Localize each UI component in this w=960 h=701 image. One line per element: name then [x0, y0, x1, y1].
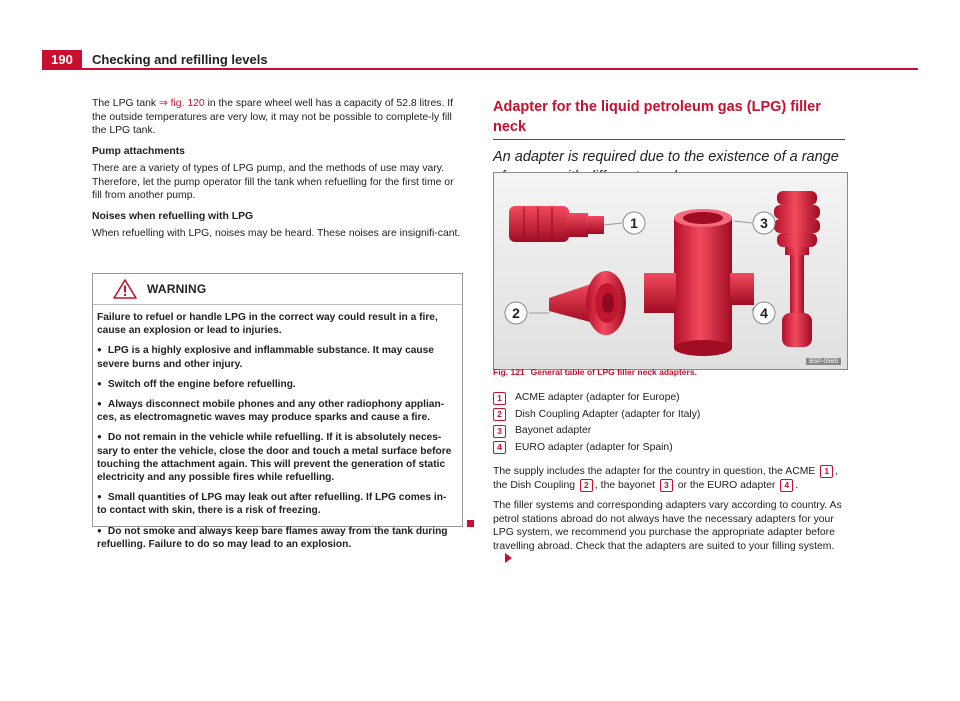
- warning-triangle-icon: [113, 279, 137, 299]
- warning-intro: Failure to refuel or handle LPG in the correct way could result in a fire, cause an explosion or lead to injuries.: [97, 312, 438, 337]
- filler-systems-text: The filler systems and corresponding adapters vary according to country. As petrol stations abroad do not always have the necessary adapters for your LPG system, we recommend you purchase the appropriate adapter before travelling abroad. Check that the adapters are suited to your filling system.: [493, 500, 842, 552]
- adapter-label: Dish Coupling Adapter (adapter for Italy): [515, 408, 701, 420]
- callout-4: [753, 302, 775, 324]
- svg-text:2: 2: [512, 305, 520, 321]
- intro-text-end: in the spare wheel well has a capacity of 52.8 litres. If the outside temperatures are very low, it may not be possible to complete-ly fill the LPG tank.: [92, 98, 454, 136]
- section-title: Adapter for the liquid petroleum gas (LPG) filler neck: [493, 99, 821, 135]
- warning-bullet: ● Do not remain in the vehicle while refuelling. If it is absolutely neces-sary to enter the vehicle, close the door and touch a metal surface before touching the attachment again. This will prevent the generation of static electricity and any possible fires while refuelling.: [97, 430, 454, 484]
- warning-bullet: ● Always disconnect mobile phones and any other radiophony applian-ces, as electromagnetic waves may produce sparks and cause a fire.: [97, 397, 454, 424]
- figure-caption: [493, 367, 697, 377]
- page-header-title: Checking and refilling levels: [92, 52, 268, 67]
- svg-text:1: 1: [630, 215, 638, 231]
- adapter-label: ACME adapter (adapter for Europe): [515, 392, 680, 403]
- figure-caption-text: General table of LPG filler neck adapters.: [530, 367, 697, 377]
- pump-attachments-text: There are a variety of types of LPG pump, and the methods of use may vary. Therefore, let the pump operator fill the tank when refuelling for the first time or fill from another pump.: [92, 163, 454, 201]
- section-lead: An adapter is required due to the existence of a range: [493, 149, 839, 165]
- number-badge: 2: [580, 479, 593, 492]
- svg-text:3: 3: [760, 215, 768, 231]
- figure-caption-label: Fig. 121: [493, 367, 525, 377]
- supply-text: , the bayonet: [594, 479, 658, 491]
- adapter-figure: [493, 172, 848, 370]
- number-badge: 2: [493, 408, 506, 421]
- warning-bullet: ● Do not smoke and always keep bare flames away from the tank during refuelling. Failure to do so may lead to an explosion.: [97, 524, 454, 551]
- list-item: [493, 390, 850, 407]
- number-badge: 1: [493, 392, 506, 405]
- filler-systems-paragraph: [493, 499, 850, 567]
- callout-1: [623, 212, 645, 234]
- number-badge: 4: [780, 479, 793, 492]
- warning-bullet: ● Switch off the engine before refuelling.: [97, 377, 454, 391]
- page-number: 190: [42, 50, 82, 70]
- pump-attachments-heading: Pump attachments: [92, 145, 185, 157]
- lpg-tank-paragraph: [92, 97, 464, 138]
- warning-body: [93, 305, 462, 551]
- callout-2: [505, 302, 527, 324]
- figure-120-link[interactable]: ⇒ fig. 120: [159, 98, 205, 109]
- number-badge: 1: [820, 465, 833, 478]
- warning-title: WARNING: [147, 282, 207, 296]
- list-item: [493, 440, 850, 457]
- adapter-label: EURO adapter (adapter for Spain): [515, 441, 673, 453]
- callout-3: [753, 212, 775, 234]
- adapter-label: Bayonet adapter: [515, 425, 592, 436]
- header-rule: [42, 68, 918, 70]
- list-item: [493, 423, 850, 440]
- supply-paragraph: [493, 465, 850, 492]
- number-badge: 3: [660, 479, 673, 492]
- list-item: [493, 407, 850, 424]
- warning-bullet: ● LPG is a highly explosive and inflammable substance. It may cause severe burns and other injury.: [97, 343, 454, 370]
- adapter-illustration: [494, 173, 847, 369]
- noises-heading: Noises when refuelling with LPG: [92, 210, 254, 222]
- supply-text: .: [795, 479, 799, 491]
- intro-text-start: The LPG tank: [92, 98, 159, 109]
- adapter-list: [493, 390, 850, 456]
- noises-text: When refuelling with LPG, noises may be heard. These noises are insignifi-cant.: [92, 228, 461, 239]
- number-badge: 3: [493, 425, 506, 438]
- supply-text: or the EURO adapter: [674, 479, 779, 491]
- figure-code: B5P-0569: [806, 358, 841, 365]
- left-column: [92, 97, 464, 248]
- warning-box: [92, 273, 463, 550]
- svg-text:4: 4: [760, 305, 768, 321]
- warning-bullet: ● Small quantities of LPG may leak out after refuelling. If LPG comes in-to contact with skin, there is a risk of freezing.: [97, 490, 454, 517]
- number-badge: 4: [493, 441, 506, 454]
- section-rule: [493, 139, 845, 140]
- warning-header: [93, 274, 462, 305]
- continue-arrow-icon: [505, 553, 512, 563]
- right-body-text: [493, 465, 850, 574]
- supply-text: , the Dish Coupling: [493, 466, 839, 491]
- section-end-marker: [467, 520, 474, 527]
- supply-text: The supply includes the adapter for the country in question, the ACME: [493, 466, 819, 477]
